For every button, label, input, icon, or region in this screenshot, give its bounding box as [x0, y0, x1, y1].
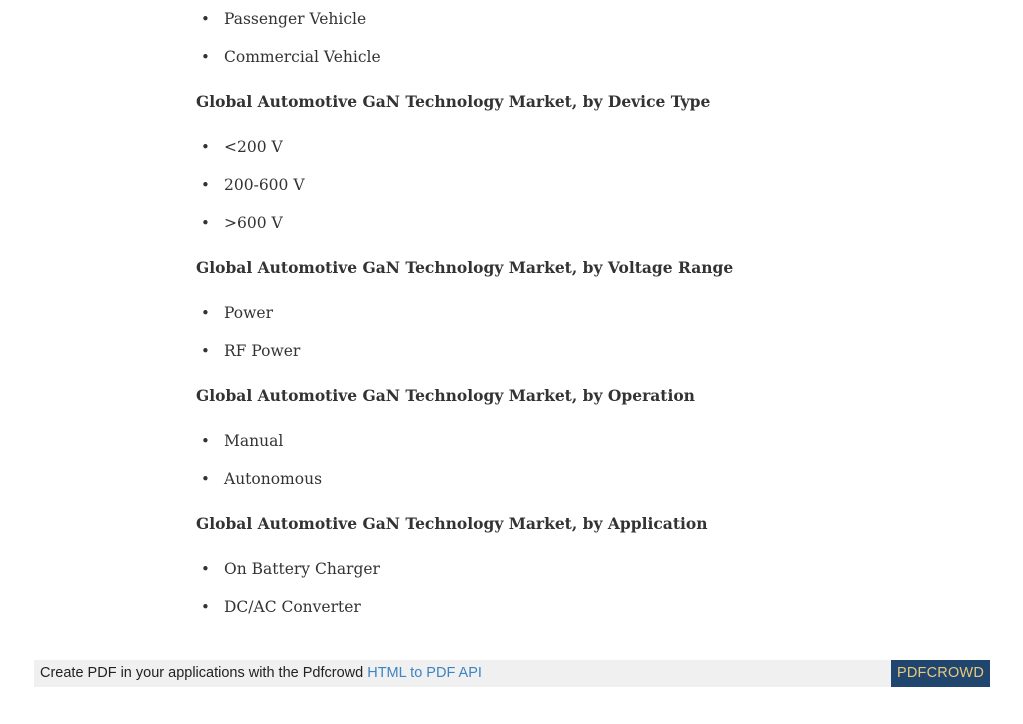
footer-message: Create PDF in your applications with the Pdfcrowd	[40, 665, 368, 681]
bullet-icon: •	[201, 304, 210, 322]
section-heading-voltage-range: Global Automotive GaN Technology Market, by Voltage Range	[196, 258, 734, 277]
voltage-range-list	[196, 294, 956, 370]
list-item	[196, 128, 956, 166]
vehicle-type-list	[196, 0, 956, 76]
list-item-label: Autonomous	[224, 470, 323, 488]
list-item	[196, 166, 956, 204]
list-item-label: RF Power	[224, 342, 301, 360]
list-item	[196, 204, 956, 242]
section-heading-device-type: Global Automotive GaN Technology Market, by Device Type	[196, 92, 711, 111]
list-item-label: On Battery Charger	[224, 560, 380, 578]
application-list	[196, 550, 956, 626]
list-item	[196, 460, 956, 498]
section-heading-application: Global Automotive GaN Technology Market, by Application	[196, 514, 708, 533]
bullet-icon: •	[201, 214, 210, 232]
bullet-icon: •	[201, 470, 210, 488]
bullet-icon: •	[201, 138, 210, 156]
list-item	[196, 38, 956, 76]
list-item-label: 200-600 V	[224, 176, 305, 194]
bullet-icon: •	[201, 48, 210, 66]
html-to-pdf-api-link[interactable]: HTML to PDF API	[367, 665, 482, 681]
list-item	[196, 0, 956, 38]
bullet-icon: •	[201, 342, 210, 360]
device-type-list	[196, 128, 956, 242]
list-item	[196, 588, 956, 626]
bullet-icon: •	[201, 176, 210, 194]
bullet-icon: •	[201, 432, 210, 450]
list-item-label: <200 V	[224, 138, 283, 156]
bullet-icon: •	[201, 560, 210, 578]
list-item-label: Commercial Vehicle	[224, 48, 381, 66]
list-item	[196, 550, 956, 588]
list-item-label: Power	[224, 304, 273, 322]
list-item	[196, 422, 956, 460]
bullet-icon: •	[201, 10, 210, 28]
list-item	[196, 332, 956, 370]
operation-list	[196, 422, 956, 498]
pdfcrowd-footer-banner	[34, 660, 990, 687]
list-item-label: Manual	[224, 432, 284, 450]
pdfcrowd-brand-button[interactable]: PDFCROWD	[891, 660, 990, 687]
section-heading-operation: Global Automotive GaN Technology Market, by Operation	[196, 386, 695, 405]
footer-text	[40, 660, 482, 687]
list-item	[196, 294, 956, 332]
document-content	[196, 0, 956, 626]
list-item-label: >600 V	[224, 214, 283, 232]
list-item-label: DC/AC Converter	[224, 598, 361, 616]
list-item-label: Passenger Vehicle	[224, 10, 367, 28]
bullet-icon: •	[201, 598, 210, 616]
